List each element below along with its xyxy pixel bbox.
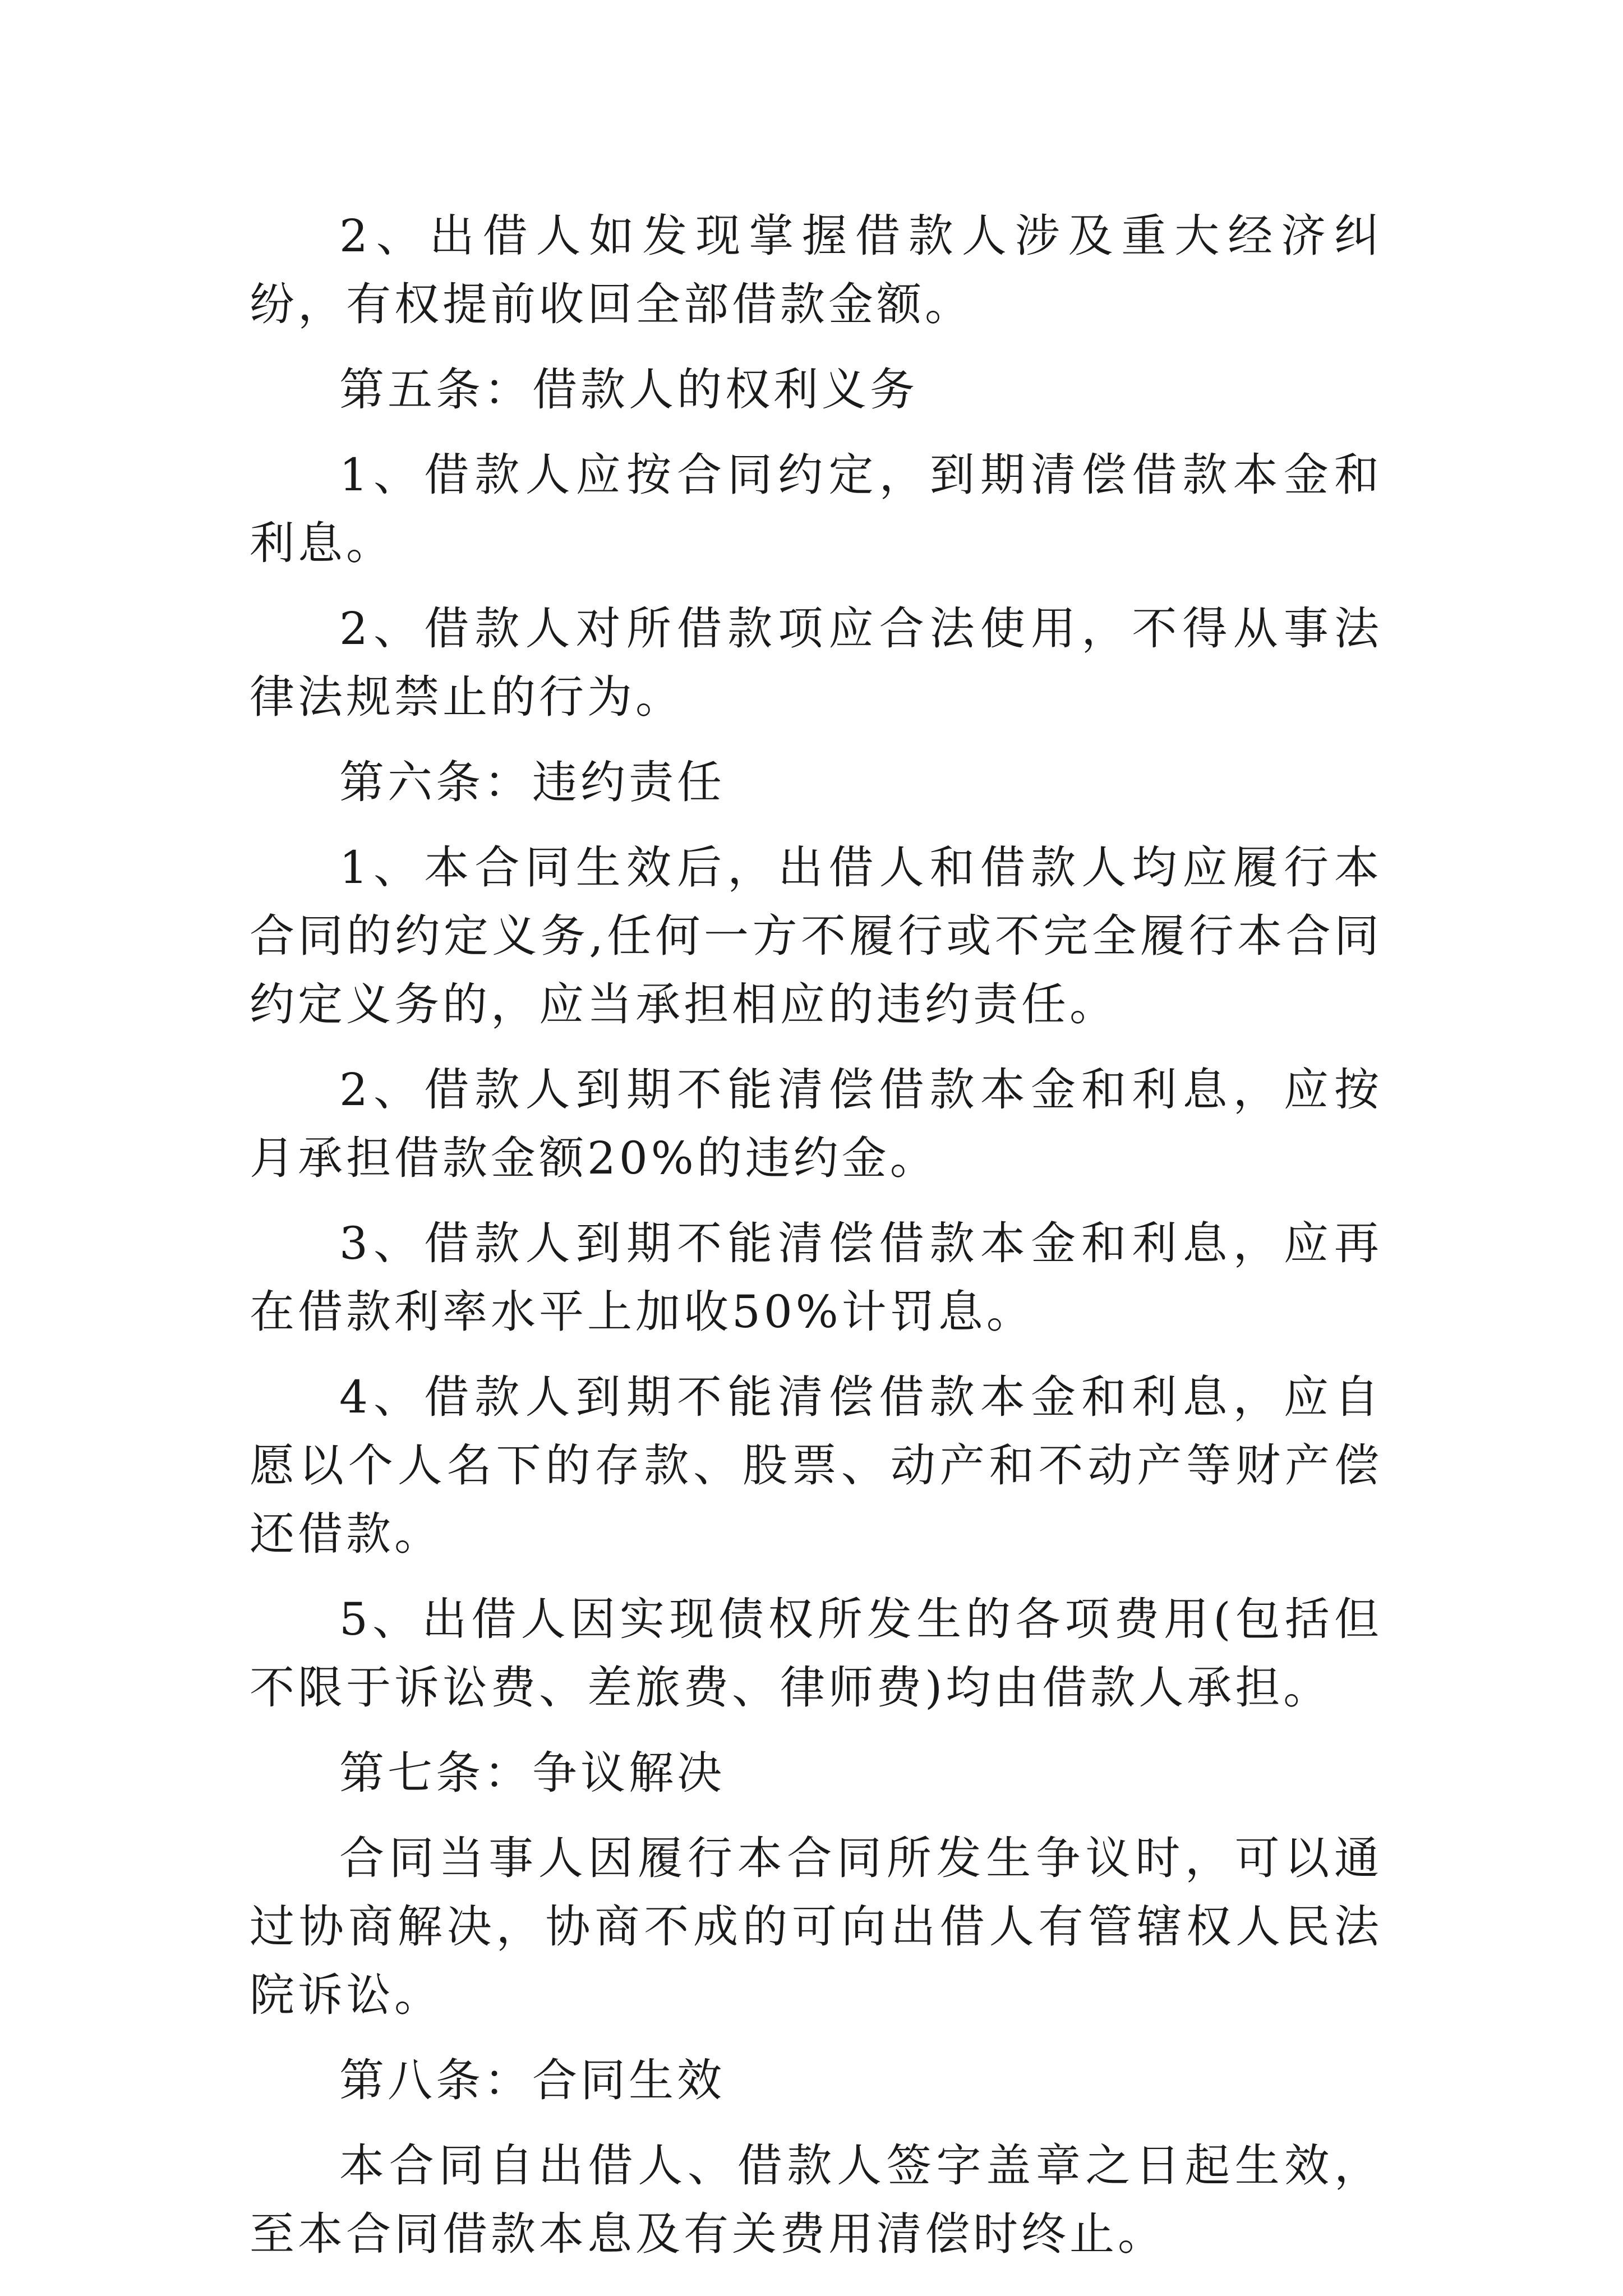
article-5-heading: 第五条：借款人的权利义务 (339, 364, 918, 416)
clause-5-item-1: 1、借款人应按合同约定，到期清偿借款本金和利息。 (250, 449, 1382, 569)
article-8-heading: 第八条：合同生效 (339, 2054, 725, 2106)
clause-4-item-2: 2、出借人如发现掌握借款人涉及重大经济纠纷，有权提前收回全部借款金额。 (250, 210, 1382, 330)
clause-6-item-5: 5、出借人因实现债权所发生的各项费用(包括但不限于诉讼费、差旅费、律师费)均由借款人承担。 (250, 1593, 1382, 1714)
clause-6-item-1: 1、本合同生效后，出借人和借款人均应履行本合同的约定义务,任何一方不履行或不完全履行本合同约定义务的，应当承担相应的违约责任。 (250, 841, 1382, 1030)
clause-5-item-2: 2、借款人对所借款项应合法使用，不得从事法律法规禁止的行为。 (250, 602, 1382, 723)
clause-6-item-2: 2、借款人到期不能清偿借款本金和利息，应按月承担借款金额20%的违约金。 (250, 1064, 1382, 1184)
article-7-heading: 第七条：争议解决 (339, 1747, 725, 1799)
clause-6-item-4: 4、借款人到期不能清偿借款本金和利息，应自愿以个人名下的存款、股票、动产和不动产等财产偿还借款。 (250, 1371, 1382, 1560)
clause-6-item-3: 3、借款人到期不能清偿借款本金和利息，应再在借款利率水平上加收50%计罚息。 (250, 1217, 1382, 1338)
clause-8-text: 本合同自出借人、借款人签字盖章之日起生效，至本合同借款本息及有关费用清偿时终止。 (250, 2139, 1382, 2260)
article-6-heading: 第六条：违约责任 (339, 756, 725, 808)
clause-7-text: 合同当事人因履行本合同所发生争议时，可以通过协商解决，协商不成的可向出借人有管辖权人民法院诉讼。 (250, 1832, 1382, 2021)
document-body (250, 202, 1382, 2285)
